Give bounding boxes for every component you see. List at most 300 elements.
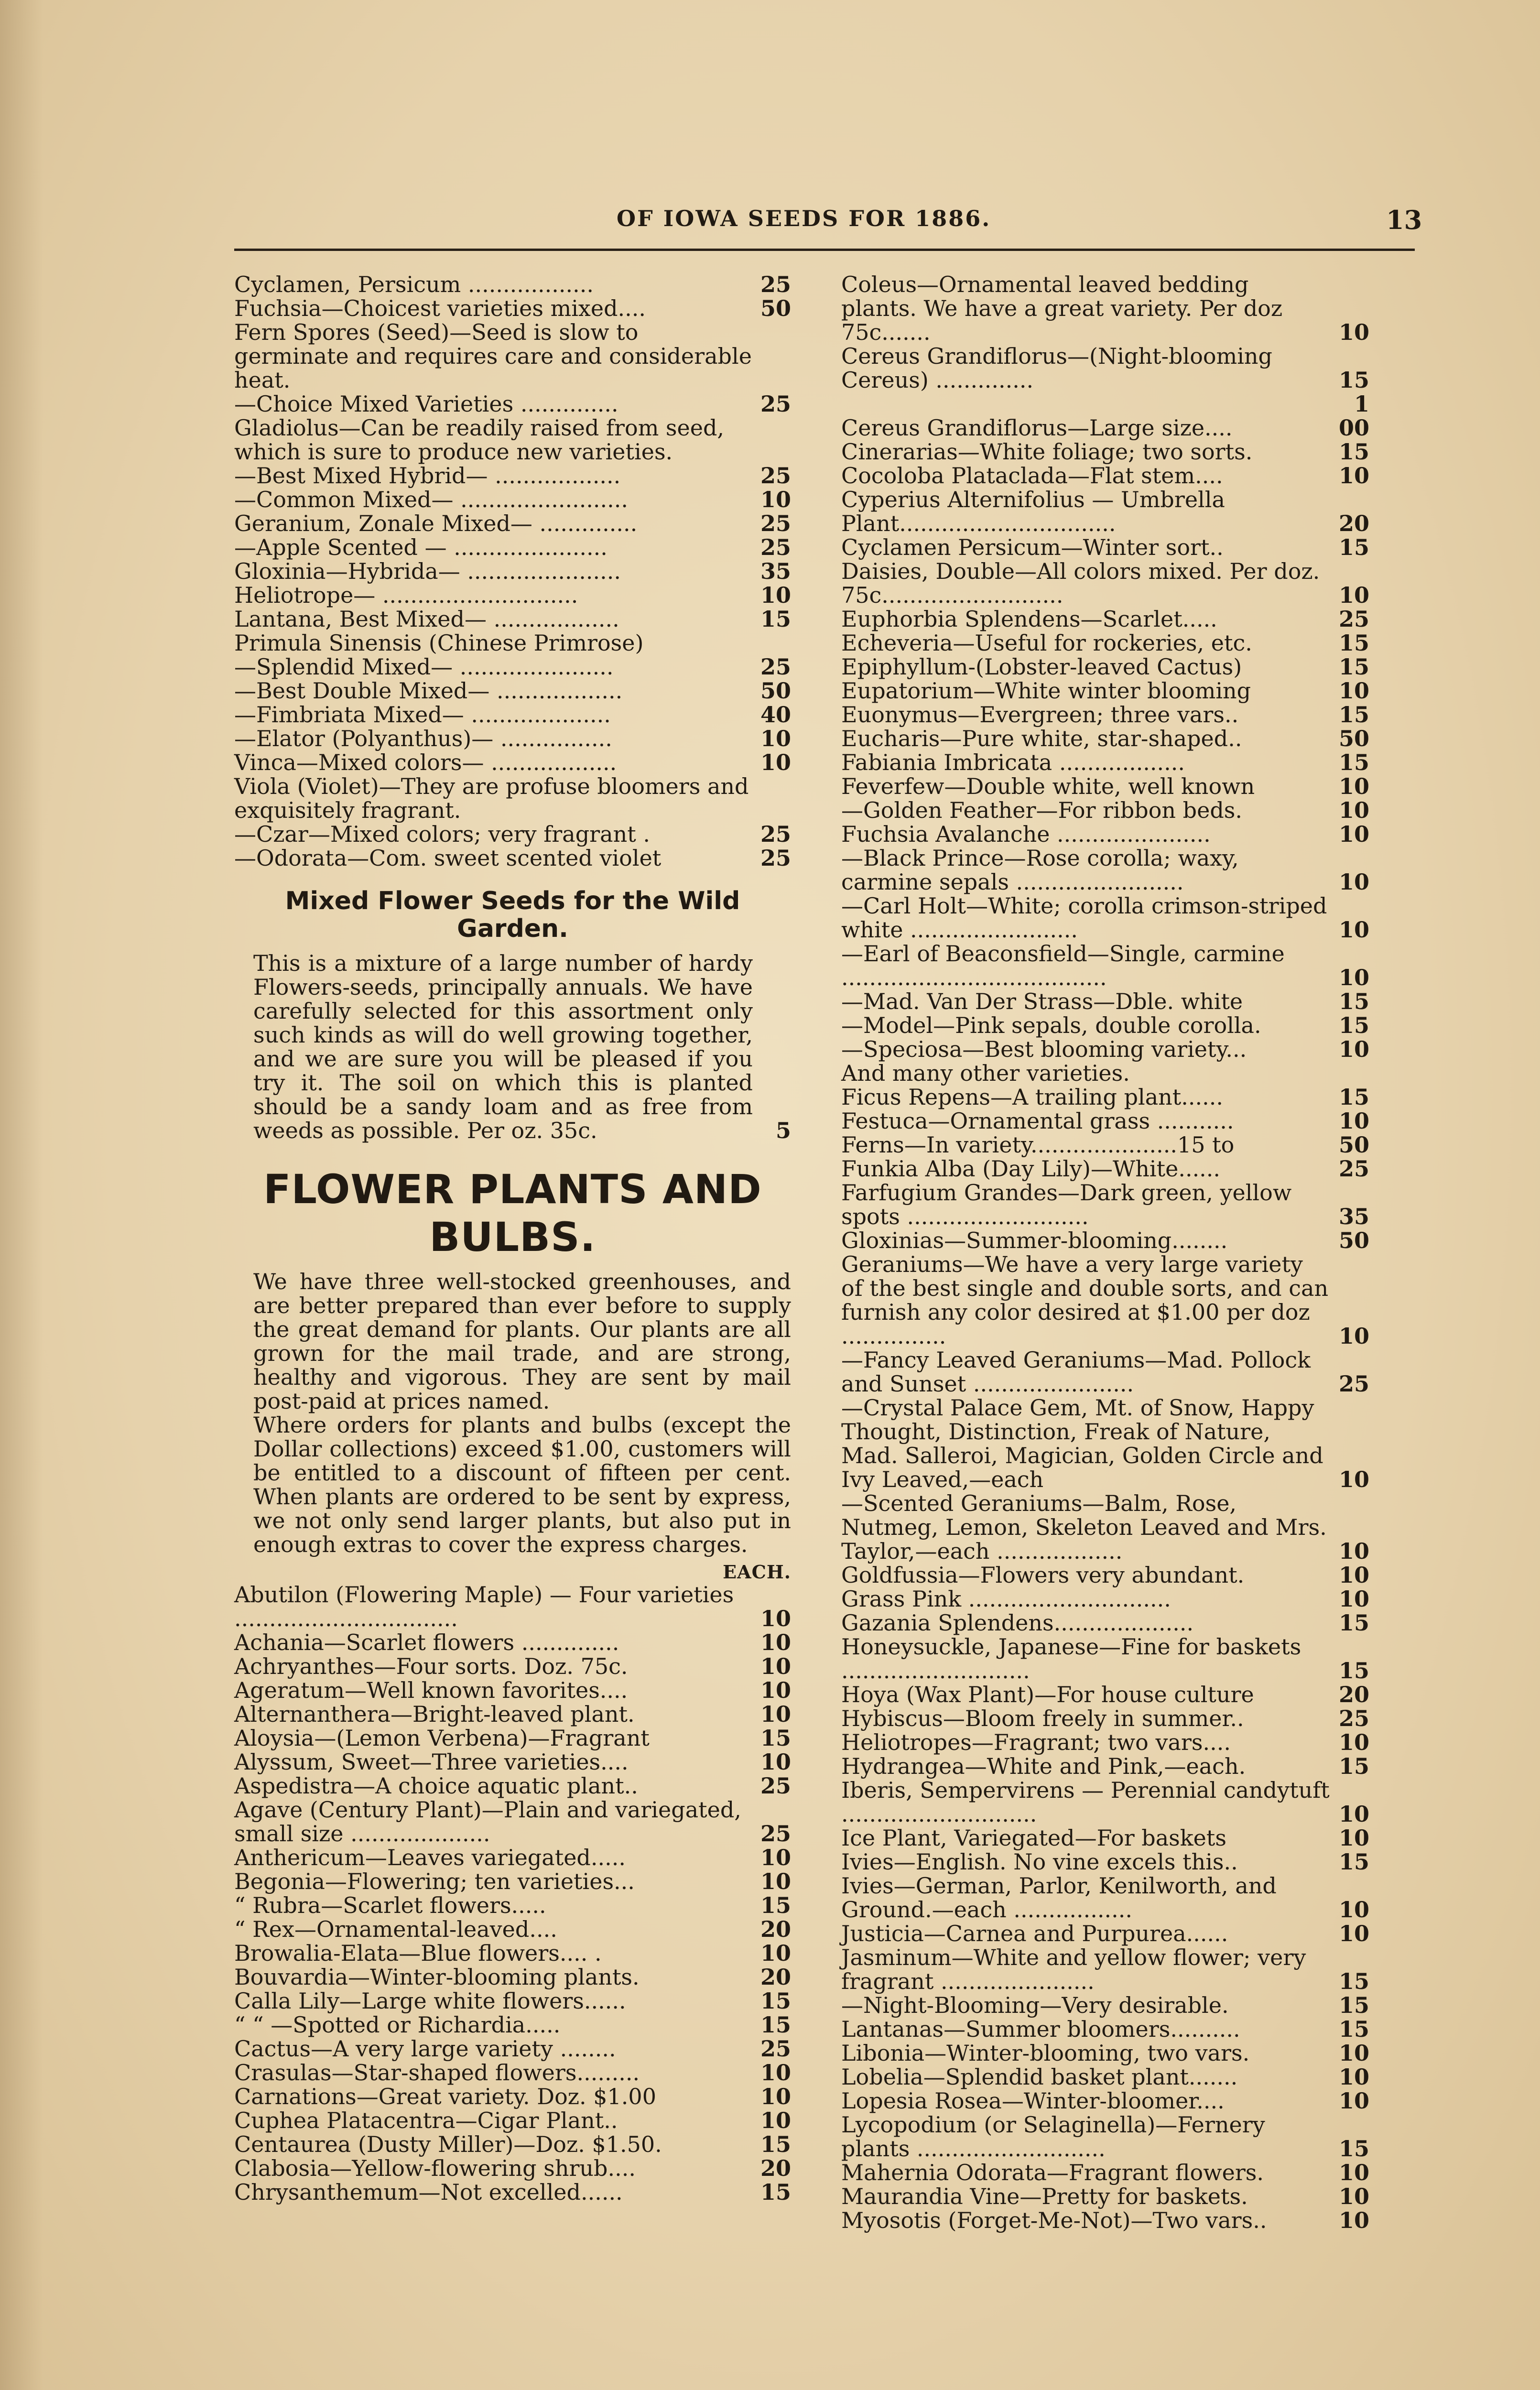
- item-price: 10: [760, 1630, 791, 1655]
- item-price: 10: [760, 726, 791, 751]
- item-price: 25: [760, 2036, 791, 2062]
- item-price: 20: [760, 2155, 791, 2181]
- item-text: Farfugium Grandes—Dark green, yellow spots ..........................: [841, 1180, 1292, 1229]
- list-item: [841, 1133, 1369, 1157]
- item-text: Lobelia—Splendid basket plant.......: [841, 2064, 1238, 2090]
- item-text: Gloxinia—Hybrida— ......................: [234, 558, 621, 584]
- item-text: “ “ —Spotted or Richardia.....: [234, 2012, 561, 2038]
- item-text: Gloxinias—Summer-blooming........: [841, 1228, 1228, 1253]
- item-price: 15: [1338, 989, 1369, 1014]
- item-price: 10: [760, 2060, 791, 2086]
- left-column: [234, 272, 791, 2204]
- item-text: Abutilon (Flowering Maple) — Four varieties ................................: [234, 1582, 734, 1631]
- list-item: [841, 631, 1369, 655]
- list-item: [841, 1922, 1369, 1945]
- item-text: —Black Prince—Rose corolla; waxy, carmine sepals ........................: [841, 845, 1239, 895]
- item-price: 10: [760, 2084, 791, 2109]
- list-item: [841, 1730, 1369, 1754]
- item-price: 10: [1338, 1562, 1369, 1588]
- item-text: Carnations—Great variety. Doz. $1.00: [234, 2084, 656, 2109]
- list-item: [841, 1252, 1369, 1348]
- item-text: Justicia—Carnea and Purpurea......: [841, 1921, 1228, 1946]
- list-item: [234, 1583, 791, 1630]
- item-text: —Mad. Van Der Strass—Dble. white: [841, 989, 1243, 1014]
- item-text: —Night-Blooming—Very desirable.: [841, 1992, 1229, 2018]
- item-text: Geraniums—We have a very large variety of the best single and double sorts, and can furnish any color desired at $1.00 per doz ...............: [841, 1251, 1329, 1349]
- item-price: 20: [760, 1916, 791, 1942]
- item-price: 1 00: [1338, 391, 1369, 441]
- list-item: [841, 1228, 1369, 1252]
- each-column-label: EACH.: [723, 1561, 791, 1583]
- item-price: 10: [1338, 821, 1369, 847]
- item-price: 25: [760, 534, 791, 560]
- item-price: 15: [760, 606, 791, 632]
- list-item: [234, 846, 791, 870]
- plants-intro-p2: Where orders for plants and bulbs (except the Dollar collections) exceed $1.00, customers will be entitled to a discount of fifteen per cent. When plants are ordered to be sent by express, we not only send larger plants, but also put in enough extras to cover the express charges.: [253, 1412, 791, 1557]
- header-rule: [234, 249, 1415, 251]
- item-text: Libonia—Winter-blooming, two vars.: [841, 2040, 1250, 2066]
- item-price: 15: [1338, 1968, 1369, 1994]
- item-price: 15: [1338, 1992, 1369, 2018]
- item-text: Primula Sinensis (Chinese Primrose): [234, 630, 644, 656]
- item-price: 50: [1338, 1228, 1369, 1253]
- item-price: 25: [760, 845, 791, 871]
- page-number: 13: [1386, 205, 1422, 235]
- list-item: [234, 1941, 791, 1965]
- item-price: 10: [760, 1845, 791, 1870]
- item-price: 50: [760, 678, 791, 704]
- list-item: [841, 750, 1369, 774]
- item-text: Vinca—Mixed colors— ..................: [234, 750, 617, 775]
- list-item: [234, 727, 791, 750]
- list-item: [841, 1993, 1369, 2017]
- list-item: [234, 1869, 791, 1893]
- item-price: 10: [1338, 965, 1369, 990]
- item-price: 10: [1338, 917, 1369, 943]
- list-item: [841, 1826, 1369, 1850]
- list-item: [234, 2180, 791, 2204]
- item-price: 10: [1338, 463, 1369, 489]
- item-price: 10: [1338, 319, 1369, 345]
- item-price: 10: [760, 750, 791, 775]
- item-price: 10: [1338, 1586, 1369, 1612]
- list-item: [234, 1846, 791, 1869]
- list-item: [841, 1037, 1369, 1061]
- item-price: 15: [1338, 1658, 1369, 1684]
- item-price: 25: [1338, 1706, 1369, 1731]
- item-price: 25: [760, 272, 791, 297]
- item-text: Fuchsia Avalanche ......................: [841, 821, 1211, 847]
- item-text: —Apple Scented — ......................: [234, 534, 607, 560]
- item-text: Goldfussia—Flowers very abundant.: [841, 1562, 1245, 1588]
- item-price: 10: [760, 487, 791, 512]
- wild-garden-text: This is a mixture of a large number of hardy Flowers-seeds, principally annuals. We have carefully selected for this assortment only such kinds as will do well growing together, and we are sure you will be pleased if you try it. The soil on which this is planted should be a sandy loam and as free from weeds as possible. Per oz. 35c.: [253, 950, 753, 1143]
- item-text: Iberis, Sempervirens — Perennial candytuft ............................: [841, 1777, 1330, 1827]
- item-price: 10: [1338, 1825, 1369, 1851]
- item-text: Lantanas—Summer bloomers..........: [841, 2016, 1240, 2042]
- item-price: 15: [760, 1892, 791, 1918]
- item-text: Epiphyllum-(Lobster-leaved Cactus): [841, 654, 1242, 680]
- list-item: [841, 464, 1369, 488]
- list-item: [841, 559, 1369, 607]
- item-price: 10: [1338, 1036, 1369, 1062]
- list-item: [841, 1181, 1369, 1228]
- list-item: [841, 2041, 1369, 2065]
- item-text: —Carl Holt—White; corolla crimson-striped white ........................: [841, 893, 1327, 943]
- item-price: 10: [1338, 2207, 1369, 2233]
- item-price: 35: [760, 558, 791, 584]
- item-price: 25: [760, 1773, 791, 1799]
- list-item: [841, 2208, 1369, 2232]
- item-text: Lopesia Rosea—Winter-bloomer....: [841, 2088, 1225, 2114]
- item-price: 10: [1338, 797, 1369, 823]
- item-text: Lantana, Best Mixed— ..................: [234, 606, 619, 632]
- list-item: [841, 607, 1369, 631]
- item-text: —Fancy Leaved Geraniums—Mad. Pollock and Sunset .......................: [841, 1347, 1311, 1397]
- item-text: Euonymus—Evergreen; three vars..: [841, 702, 1239, 728]
- item-text: Lycopodium (or Selaginella)—Fernery plants ...........................: [841, 2112, 1265, 2162]
- item-price: 25: [1338, 1371, 1369, 1397]
- item-price: 25: [760, 821, 791, 847]
- item-price: 25: [760, 391, 791, 417]
- list-item: [841, 942, 1369, 989]
- list-item: [841, 1109, 1369, 1133]
- item-price: 10: [1338, 2184, 1369, 2209]
- item-text: Ageratum—Well known favorites....: [234, 1677, 628, 1703]
- list-item: [841, 1754, 1369, 1778]
- list-item: [234, 511, 791, 535]
- item-price: 15: [1338, 367, 1369, 393]
- list-item: [234, 2013, 791, 2037]
- item-text: Geranium, Zonale Mixed— ..............: [234, 511, 638, 536]
- item-price: 25: [1338, 606, 1369, 632]
- item-text: —Scented Geraniums—Balm, Rose, Nutmeg, Lemon, Skeleton Leaved and Mrs. Taylor,—each ..................: [841, 1490, 1327, 1564]
- item-text: Honeysuckle, Japanese—Fine for baskets ...........................: [841, 1634, 1301, 1684]
- item-text: —Speciosa—Best blooming variety...: [841, 1036, 1247, 1062]
- list-item: [234, 1989, 791, 2013]
- item-text: Ficus Repens—A trailing plant......: [841, 1084, 1224, 1110]
- item-text: Grass Pink .............................: [841, 1586, 1171, 1612]
- list-item: [234, 1726, 791, 1750]
- item-text: Calla Lily—Large white flowers......: [234, 1988, 626, 2014]
- list-item: [234, 1893, 791, 1917]
- item-price: 15: [760, 1988, 791, 2014]
- item-text: —Common Mixed— ........................: [234, 487, 629, 512]
- list-item: [234, 1774, 791, 1798]
- item-text: Alternanthera—Bright-leaved plant.: [234, 1701, 635, 1727]
- item-text: Chrysanthemum—Not excelled......: [234, 2179, 623, 2205]
- item-text: Cyclamen, Persicum ..................: [234, 272, 594, 297]
- item-text: Cereus Grandiflorus—(Night-blooming Cereus) ..............: [841, 343, 1272, 393]
- list-item: [234, 1702, 791, 1726]
- list-item: [234, 750, 791, 774]
- item-text: Fern Spores (Seed)—Seed is slow to germinate and requires care and considerable heat.: [234, 319, 752, 393]
- list-item: [841, 1587, 1369, 1611]
- item-text: Jasminum—White and yellow flower; very fragrant ......................: [841, 1945, 1306, 1994]
- list-item: [841, 2184, 1369, 2208]
- list-item: [234, 679, 791, 703]
- item-price: 10: [1338, 2160, 1369, 2185]
- item-text: Ice Plant, Variegated—For baskets: [841, 1825, 1226, 1851]
- list-item: [234, 1654, 791, 1678]
- item-price: 25: [1338, 1156, 1369, 1182]
- list-item: [841, 798, 1369, 822]
- item-text: Coleus—Ornamental leaved bedding plants. We have a great variety. Per doz 75c.......: [841, 272, 1283, 345]
- item-price: 25: [760, 463, 791, 489]
- item-text: —Czar—Mixed colors; very fragrant .: [234, 821, 650, 847]
- list-item: [234, 703, 791, 727]
- item-text: Eupatorium—White winter blooming: [841, 678, 1251, 704]
- item-price: 20: [1338, 511, 1369, 536]
- list-item: [234, 2061, 791, 2085]
- list-item: [234, 631, 791, 655]
- item-text: Cactus—A very large variety ........: [234, 2036, 616, 2062]
- list-item: [841, 2017, 1369, 2041]
- list-item: [234, 2156, 791, 2180]
- item-text: Cyclamen Persicum—Winter sort..: [841, 534, 1224, 560]
- item-text: Hydrangea—White and Pink,—each.: [841, 1753, 1246, 1779]
- list-item: [234, 1965, 791, 1989]
- list-item: [234, 1630, 791, 1654]
- page-edge-shadow: [0, 0, 43, 2390]
- list-item: [841, 2161, 1369, 2184]
- list-item: [234, 392, 791, 416]
- item-text: Aloysia—(Lemon Verbena)—Fragrant: [234, 1725, 650, 1751]
- list-item: [234, 774, 791, 822]
- item-text: —Fimbriata Mixed— ....................: [234, 702, 611, 728]
- item-price: 25: [760, 511, 791, 536]
- item-text: Ivies—English. No vine excels this..: [841, 1849, 1238, 1875]
- list-item: [841, 2065, 1369, 2089]
- list-item: [234, 535, 791, 559]
- item-price: 10: [760, 2108, 791, 2133]
- item-text: Cinerarias—White foliage; two sorts.: [841, 439, 1253, 465]
- list-item: [841, 846, 1369, 894]
- item-text: Heliotropes—Fragrant; two vars....: [841, 1729, 1231, 1755]
- item-price: 10: [1338, 1467, 1369, 1492]
- item-price: 15: [760, 2131, 791, 2157]
- item-text: Maurandia Vine—Pretty for baskets.: [841, 2184, 1248, 2209]
- item-price: 10: [760, 1749, 791, 1775]
- item-price: 10: [760, 1653, 791, 1679]
- list-item: [841, 1157, 1369, 1181]
- item-price: 50: [760, 295, 791, 321]
- list-item: [841, 344, 1369, 392]
- list-item: [841, 1945, 1369, 1993]
- item-price: 10: [1338, 869, 1369, 895]
- item-price: 10: [1338, 1897, 1369, 1923]
- list-item: [234, 2108, 791, 2132]
- item-price: 10: [1338, 678, 1369, 704]
- list-item: [234, 583, 791, 607]
- item-price: 20: [1338, 1682, 1369, 1707]
- list-item: [841, 2113, 1369, 2161]
- item-price: 15: [1338, 654, 1369, 680]
- list-item: [234, 320, 791, 392]
- item-price: 10: [1338, 1801, 1369, 1827]
- item-text: Browalia-Elata—Blue flowers.... .: [234, 1940, 602, 1966]
- item-price: 35: [1338, 1204, 1369, 1229]
- item-price: 15: [760, 2179, 791, 2205]
- item-text: Heliotrope— ............................: [234, 582, 578, 608]
- item-price: 40: [760, 702, 791, 728]
- item-price: 10: [1338, 1108, 1369, 1134]
- item-price: 15: [1338, 702, 1369, 728]
- item-price: 10: [760, 1701, 791, 1727]
- item-price: 10: [1338, 1921, 1369, 1946]
- item-text: —Best Double Mixed— ..................: [234, 678, 623, 704]
- list-item: [841, 679, 1369, 703]
- list-item: [841, 1611, 1369, 1635]
- list-item: [841, 1491, 1369, 1563]
- item-price: 15: [1338, 1753, 1369, 1779]
- item-price: 10: [1338, 1323, 1369, 1349]
- item-price: 10: [760, 1677, 791, 1703]
- item-price: 20: [760, 1964, 791, 1990]
- list-item: [841, 488, 1369, 535]
- list-item: [841, 1061, 1369, 1085]
- plant-list-left: [234, 1583, 791, 2204]
- list-item: [841, 1874, 1369, 1922]
- item-price: 15: [1338, 750, 1369, 775]
- item-price: 10: [760, 1869, 791, 1894]
- plants-bulbs-title: FLOWER PLANTS AND BULBS.: [263, 1166, 762, 1260]
- item-text: Aspedistra—A choice aquatic plant..: [234, 1773, 638, 1799]
- list-item: [841, 703, 1369, 727]
- item-price: 10: [1338, 582, 1369, 608]
- list-item: [841, 989, 1369, 1013]
- item-price: 15: [1338, 439, 1369, 465]
- list-item: [234, 1917, 791, 1941]
- list-item: [841, 440, 1369, 464]
- item-text: —Best Mixed Hybrid— ..................: [234, 463, 621, 489]
- item-price: 50: [1338, 1132, 1369, 1158]
- item-text: Festuca—Ornamental grass ...........: [841, 1108, 1234, 1134]
- item-text: —Choice Mixed Varieties ..............: [234, 391, 618, 417]
- item-price: 10: [1338, 1729, 1369, 1755]
- item-text: Funkia Alba (Day Lily)—White......: [841, 1156, 1221, 1182]
- item-price: 15: [1338, 1012, 1369, 1038]
- item-text: Hybiscus—Bloom freely in summer..: [841, 1706, 1244, 1731]
- list-item: [234, 416, 791, 464]
- item-text: Begonia—Flowering; ten varieties...: [234, 1869, 635, 1894]
- list-item: [841, 1683, 1369, 1706]
- item-price: 10: [1338, 2088, 1369, 2114]
- item-text: And many other varieties.: [841, 1060, 1130, 1086]
- list-item: [841, 1348, 1369, 1396]
- item-text: “ Rex—Ornamental-leaved....: [234, 1916, 557, 1942]
- item-text: Bouvardia—Winter-blooming plants.: [234, 1964, 640, 1990]
- item-text: Ivies—German, Parlor, Kenilworth, and Ground.—each .................: [841, 1873, 1277, 1923]
- item-text: Gazania Splendens....................: [841, 1610, 1194, 1636]
- item-text: Euphorbia Splendens—Scarlet.....: [841, 606, 1217, 632]
- list-item: [234, 1750, 791, 1774]
- right-column: [841, 272, 1369, 2232]
- item-price: 15: [760, 1725, 791, 1751]
- list-item: [841, 1085, 1369, 1109]
- plant-list-right: [841, 272, 1369, 2232]
- item-text: Daisies, Double—All colors mixed. Per doz. 75c..........................: [841, 558, 1320, 608]
- list-item: [841, 1778, 1369, 1826]
- plants-intro-p1: We have three well-stocked greenhouses, and are better prepared than ever before to supply the great demand for plants. Our plants are all grown for the mail trade, and are strong, healthy and vigorous. They are sent by mail post-paid at prices named.: [253, 1269, 791, 1414]
- list-item: [234, 2085, 791, 2108]
- list-item: [234, 464, 791, 488]
- item-price: 15: [760, 2012, 791, 2038]
- list-item: [841, 1396, 1369, 1491]
- item-text: Cyperius Alternifolius — Umbrella Plant...............................: [841, 487, 1225, 536]
- item-text: Fuchsia—Choicest varieties mixed....: [234, 295, 646, 321]
- item-price: 50: [1338, 726, 1369, 751]
- item-text: —Model—Pink sepals, double corolla.: [841, 1012, 1261, 1038]
- list-item: [234, 296, 791, 320]
- item-text: —Odorata—Com. sweet scented violet: [234, 845, 662, 871]
- list-item: [234, 655, 791, 679]
- wild-garden-title: Mixed Flower Seeds for the Wild Garden.: [285, 887, 740, 943]
- list-item: [841, 655, 1369, 679]
- list-item: [841, 1563, 1369, 1587]
- item-text: —Elator (Polyanthus)— ................: [234, 726, 612, 751]
- list-item: [234, 1798, 791, 1846]
- list-item: [841, 1635, 1369, 1683]
- item-price: 10: [760, 582, 791, 608]
- item-text: Gladiolus—Can be readily raised from seed, which is sure to produce new varieties.: [234, 415, 725, 465]
- item-text: Achryanthes—Four sorts. Doz. 75c.: [234, 1653, 628, 1679]
- item-text: Centaurea (Dusty Miller)—Doz. $1.50.: [234, 2131, 662, 2157]
- item-price: 10: [1338, 2064, 1369, 2090]
- item-price: 15: [1338, 1610, 1369, 1636]
- item-text: Feverfew—Double white, well known: [841, 773, 1255, 799]
- item-text: Cuphea Platacentra—Cigar Plant..: [234, 2108, 618, 2133]
- item-text: Hoya (Wax Plant)—For house culture: [841, 1682, 1254, 1707]
- item-price: 25: [760, 1821, 791, 1847]
- item-text: Viola (Violet)—They are profuse bloomers and exquisitely fragrant.: [234, 773, 749, 823]
- list-item: [841, 2089, 1369, 2113]
- item-text: Alyssum, Sweet—Three varieties....: [234, 1749, 629, 1775]
- wild-garden-price: 5: [775, 1118, 791, 1143]
- list-item: [841, 1850, 1369, 1874]
- item-text: —Golden Feather—For ribbon beds.: [841, 797, 1243, 823]
- item-text: Crasulas—Star-shaped flowers.........: [234, 2060, 640, 2086]
- list-item: [841, 727, 1369, 750]
- list-item: [234, 272, 791, 296]
- list-item: [841, 774, 1369, 798]
- list-item: [234, 1678, 791, 1702]
- item-text: Cereus Grandiflorus—Large size....: [841, 415, 1233, 441]
- item-price: 15: [1338, 2136, 1369, 2162]
- item-price: 10: [1338, 1538, 1369, 1564]
- item-text: Anthericum—Leaves variegated.....: [234, 1845, 626, 1870]
- item-price: 10: [760, 1940, 791, 1966]
- item-text: —Crystal Palace Gem, Mt. of Snow, Happy Thought, Distinction, Freak of Nature, Mad. Salleroi, Magician, Golden Circle and Ivy Leaved,—each: [841, 1395, 1323, 1492]
- item-price: 15: [1338, 534, 1369, 560]
- item-text: Mahernia Odorata—Fragrant flowers.: [841, 2160, 1264, 2185]
- list-item: [234, 607, 791, 631]
- list-item: [234, 2037, 791, 2061]
- list-item: [841, 535, 1369, 559]
- list-item: [841, 1706, 1369, 1730]
- item-text: —Earl of Beaconsfield—Single, carmine ......................................: [841, 941, 1285, 990]
- list-item: [234, 2132, 791, 2156]
- list-item: [841, 822, 1369, 846]
- item-text: “ Rubra—Scarlet flowers.....: [234, 1892, 546, 1918]
- list-item: [841, 1013, 1369, 1037]
- item-price: 15: [1338, 2016, 1369, 2042]
- item-text: Cocoloba Plataclada—Flat stem....: [841, 463, 1223, 489]
- seed-list: [234, 272, 791, 870]
- wild-garden-block: [234, 951, 791, 1142]
- list-item: [841, 272, 1369, 344]
- list-item: [841, 392, 1369, 440]
